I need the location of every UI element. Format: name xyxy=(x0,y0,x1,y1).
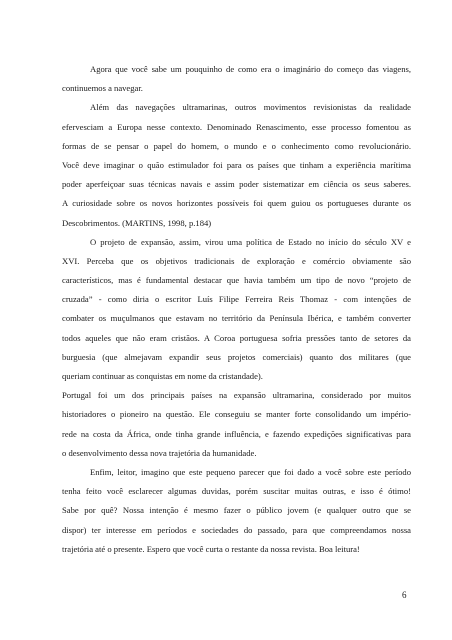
page-number: 6 xyxy=(402,590,407,600)
text-line: tenha feito você esclarecer algumas duvidas, porém suscitar muitas outras, e isso é ótimo! xyxy=(62,486,411,497)
text-line: característicos, mas é fundamental destacar que havia também um tipo de novo “projeto de xyxy=(62,275,411,286)
text-line: Além das navegações ultramarinas, outros movimentos revisionistas da realidade xyxy=(90,102,411,113)
text-line: trajetória até o presente. Espero que você curta o restante da nossa revista. Boa leitura! xyxy=(62,543,360,554)
text-line: Descobrimentos. (MARTINS, 1998, p.184) xyxy=(62,217,212,228)
text-line: Sabe por quê? Nossa intenção é mesmo fazer o público jovem (e qualquer outro que se xyxy=(62,505,411,516)
text-line: Enfim, leitor, imagino que este pequeno parecer que foi dado a você sobre este período xyxy=(90,466,411,477)
text-line: combater os muçulmanos que estavam no território da Península Ibérica, e também converter xyxy=(62,313,411,324)
text-line: Portugal foi um dos principais países na expansão ultramarina, considerado por muitos xyxy=(62,390,411,401)
text-line: cruzada” - como diria o escritor Luís Filipe Ferreira Reis Thomaz - com intenções de xyxy=(62,294,411,305)
paragraph xyxy=(62,98,411,232)
text-line: rede na costa da África, onde tinha grande influência, e fazendo expedições significativas para xyxy=(62,428,411,439)
text-line: queriam continuar as conquistas em nome da cristandade). xyxy=(62,371,263,381)
text-line: formas de se pensar o papel do homem, o mundo e o conhecimento como revolucionário. xyxy=(62,140,411,151)
text-line: Agora que você sabe um pouquinho de como era o imaginário do começo das viagens, xyxy=(90,64,411,74)
text-line: XVI. Perceba que os objetivos tradicionais de exploração e comércio obviamente são xyxy=(62,255,411,266)
text-line: o desenvolvimento dessa nova trajetória da humanidade. xyxy=(62,447,257,458)
text-line: dispor) ter interesse em períodos e sociedades do passado, para que compreendamos nossa xyxy=(62,524,411,535)
paragraph xyxy=(62,386,411,463)
text-line: O projeto de expansão, assim, virou uma política de Estado no início do século XV e xyxy=(90,236,411,247)
text-line: A curiosidade sobre os novos horizontes possíveis foi quem guiou os portugueses durante os xyxy=(62,198,411,209)
text-line: poder aperfeiçoar suas técnicas navais e assim poder sistematizar em ciência os seus saberes. xyxy=(62,179,411,190)
text-line: Você deve imaginar o quão estimulador foi para os países que tinham a experiência marítima xyxy=(62,159,411,170)
text-line: todos aqueles que não eram cristãos. A Coroa portuguesa sofria pressões tanto de setores da xyxy=(62,332,411,343)
paragraph xyxy=(62,60,411,98)
text-line: burguesia (que almejavam expandir seus projetos comerciais) quanto dos militares (que xyxy=(62,351,411,362)
text-line: continuemos a navegar. xyxy=(62,83,143,94)
page-body xyxy=(62,60,411,559)
paragraph xyxy=(62,233,411,387)
paragraph xyxy=(62,463,411,559)
text-line: historiadores o pioneiro na questão. Ele conseguiu se manter forte consolidando um império- xyxy=(62,409,411,420)
text-line: efervesciam a Europa nesse contexto. Denominado Renascimento, esse processo fomentou as xyxy=(62,121,411,132)
